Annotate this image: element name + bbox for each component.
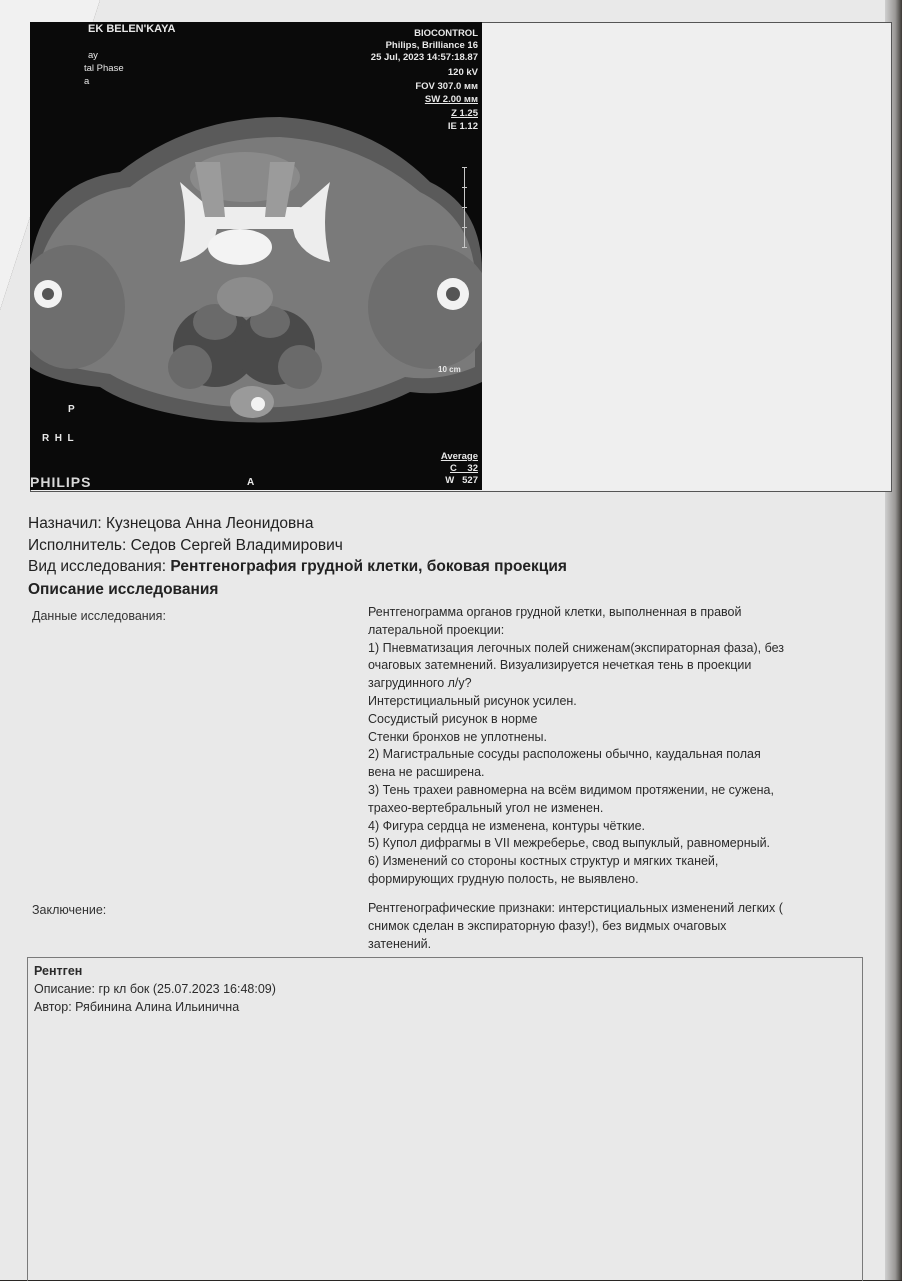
findings-line: очаговых затемнений. Визуализируется нечеткая тень в проекции (368, 658, 752, 673)
findings-text (368, 604, 868, 889)
ct-window-c: C 32 (450, 463, 478, 474)
findings-line: Интерстициальный рисунок усилен. (368, 693, 577, 708)
ct-scan-graphic (30, 22, 482, 490)
findings-label: Данные исследования: (32, 609, 166, 623)
findings-line: 1) Пневматизация легочных полей сниженам(экспираторная фаза), без (368, 640, 785, 655)
ct-fov: FOV 307.0 мм (415, 81, 478, 92)
ct-window-w: W 527 (445, 475, 478, 486)
findings-line: формирующих грудную полость, не выявлено. (368, 871, 639, 886)
findings-line: Рентгенограмма органов грудной клетки, выполненная в правой (368, 605, 742, 619)
ct-sw: SW 2.00 мм (424, 94, 478, 105)
findings-line: Сосудистый рисунок в норме (368, 711, 538, 726)
exam-type-label: Вид исследования: (28, 558, 167, 575)
xray-record-box (27, 957, 863, 1281)
assigned-by-label: Назначил: (28, 515, 102, 532)
findings-line: 4) Фигура сердца не изменена, контуры чёткие. (368, 818, 646, 833)
section-title: Описание исследования (28, 581, 219, 598)
conclusion-line: затенений. (368, 936, 432, 951)
findings-line: загрудинного л/у? (368, 676, 472, 691)
findings-line: 3) Тень трахеи равномерна на всём видимом протяжении, не сужена, (368, 782, 774, 797)
conclusion-line: снимок сделан в экспираторную фазу!), без видмых очаговых (368, 918, 727, 933)
philips-logo: PHILIPS (30, 474, 92, 490)
ct-patient-name: EK BELEN'KAYA (88, 23, 176, 35)
ct-datetime: 25 Jul, 2023 14:57:18.87 (370, 52, 478, 63)
findings-line: 6) Изменений со стороны костных структур и мягких тканей, (368, 854, 719, 869)
conclusion-label: Заключение: (32, 903, 107, 917)
ct-orientation-rhl: R H L (42, 433, 74, 444)
ct-left-fragment-1: ау (88, 50, 98, 61)
findings-line: Стенки бронхов не уплотнены. (368, 729, 547, 744)
findings-line: вена не расширена. (368, 765, 485, 780)
exam-type-line (28, 558, 567, 576)
assigned-by-line (28, 515, 313, 533)
ct-ie: IE 1.12 (447, 121, 478, 132)
ct-window-mode: Average (440, 451, 478, 462)
ct-scanner: Philips, Brilliance 16 (385, 40, 478, 51)
findings-line: 2) Магистральные сосуды расположены обычно, каудальная полая (368, 747, 761, 762)
exam-type-value: Рентгенография грудной клетки, боковая проекция (170, 558, 567, 575)
performer-line (28, 537, 343, 555)
ct-orientation-p: P (68, 404, 75, 415)
ct-left-fragment-2: tal Phase (84, 63, 124, 74)
findings-line: латеральной проекции: (368, 622, 505, 637)
xray-record-title: Рентген (34, 964, 83, 978)
ct-kv: 120 kV (447, 67, 478, 78)
xray-record-description: Описание: гр кл бок (25.07.2023 16:48:09) (34, 982, 276, 996)
findings-line: 5) Купол дифрагмы в VII межреберье, свод выпуклый, равномерный. (368, 836, 771, 851)
ct-vendor: BIOCONTROL (414, 28, 478, 39)
assigned-by-value: Кузнецова Анна Леонидовна (105, 515, 314, 532)
performer-value: Седов Сергей Владимирович (130, 537, 343, 554)
conclusion-line: Рентгенографические признаки: интерстициальных изменений легких ( (368, 901, 783, 915)
performer-label: Исполнитель: (28, 537, 127, 554)
findings-line: трахео-вертебральный угол не изменен. (368, 800, 604, 815)
ct-zoom: Z 1.25 (451, 108, 478, 119)
xray-record-author: Автор: Рябинина Алина Ильинична (34, 1000, 240, 1014)
ct-scan-image (30, 22, 482, 490)
conclusion-text (368, 900, 868, 953)
ct-orientation-a: A (247, 477, 255, 488)
ct-left-fragment-3: a (84, 76, 90, 87)
ct-scale-label: 10 cm (438, 365, 461, 374)
